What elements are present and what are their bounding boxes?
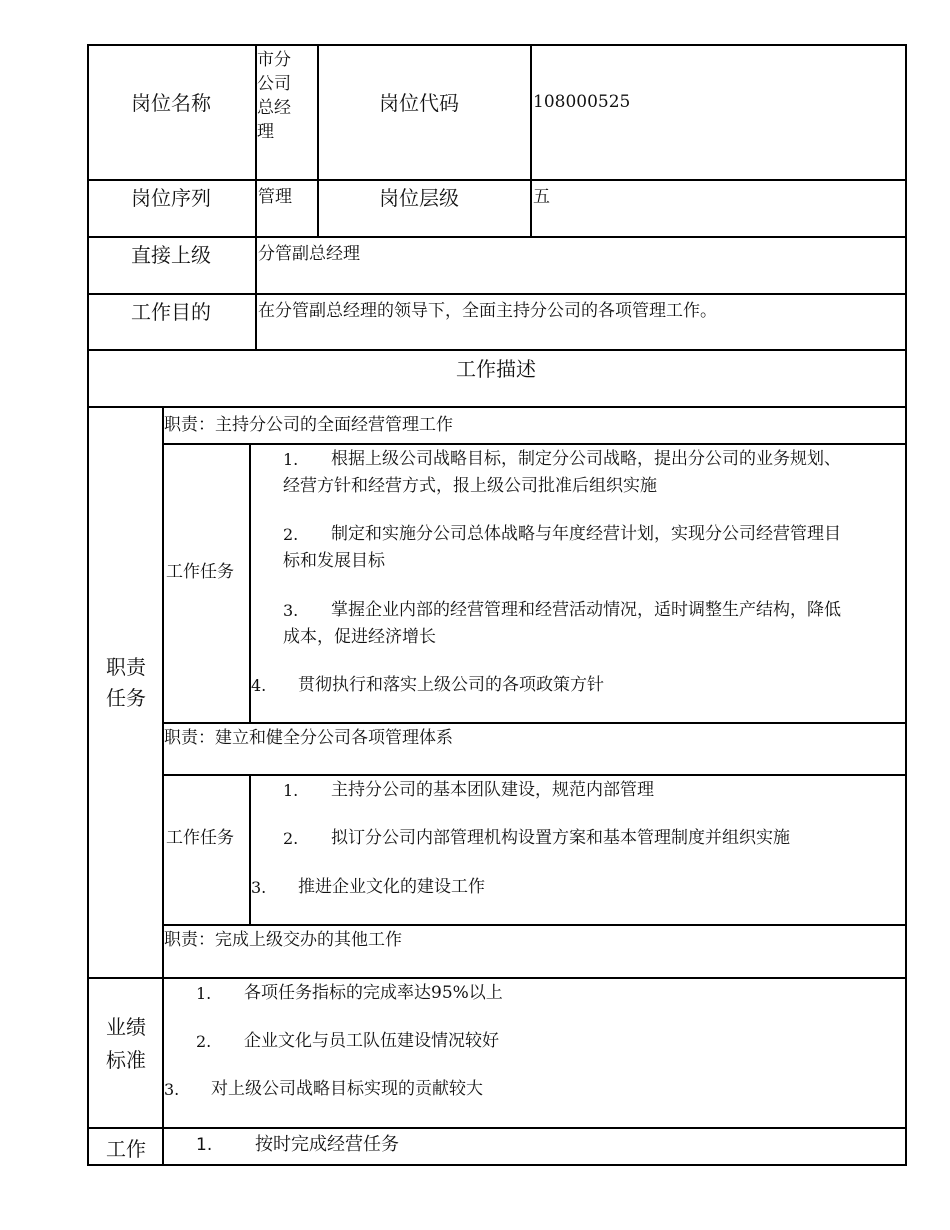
purpose-value: 在分管副总经理的领导下，全面主持分公司的各项管理工作。 [258,301,717,321]
task-number: 3. [251,878,267,897]
row-divider [87,977,907,979]
duties-section-label: 任务 [106,686,146,710]
position-name-line: 理 [257,122,274,142]
supervisor-label: 直接上级 [131,243,211,267]
performance-label: 业绩 [106,1015,146,1039]
task-label: 工作任务 [166,828,234,848]
row-divider [162,774,907,776]
column-divider [249,774,251,926]
work-text: 按时完成经营任务 [255,1134,399,1155]
row-divider [87,406,907,408]
table-border [905,44,907,1166]
task-label: 工作任务 [166,562,234,582]
row-divider [87,1127,907,1129]
task-text: 制定和实施分公司总体战略与年度经营计划，实现分公司经营管理目 [331,524,841,544]
row-divider [162,443,907,445]
supervisor-value: 分管副总经理 [258,244,360,264]
position-level-value: 五 [533,187,550,207]
row-divider [87,349,907,351]
task-text: 拟订分公司内部管理机构设置方案和基本管理制度并组织实施 [331,828,790,848]
table-border [87,1164,907,1166]
column-divider [162,406,164,1166]
task-text: 成本，促进经济增长 [283,627,436,647]
performance-number: 2. [196,1032,212,1051]
row-divider [162,924,907,926]
performance-text: 各项任务指标的完成率达95%以上 [244,983,503,1003]
column-divider [530,44,532,237]
task-number: 1. [283,781,299,800]
position-series-label: 岗位序列 [131,186,211,210]
duties-section-label: 职责 [106,655,146,679]
purpose-label: 工作目的 [131,300,211,324]
row-divider [87,179,907,181]
performance-text: 企业文化与员工队伍建设情况较好 [244,1031,499,1051]
position-name-line: 公司 [257,74,291,94]
task-number: 2. [283,829,299,848]
position-name-label: 岗位名称 [131,91,211,115]
duty-title: 职责：主持分公司的全面经营管理工作 [164,415,453,435]
task-text: 主持分公司的基本团队建设，规范内部管理 [331,780,654,800]
position-level-label: 岗位层级 [379,186,459,210]
position-code-value: 108000525 [533,92,631,112]
position-name-value [257,52,317,148]
description-title: 工作描述 [456,357,536,381]
row-divider [162,722,907,724]
task-text: 推进企业文化的建设工作 [298,877,485,897]
position-name-line: 总经 [257,98,291,118]
duty-title: 职责：完成上级交办的其他工作 [164,930,402,950]
performance-number: 1. [196,984,212,1003]
task-text: 标和发展目标 [283,551,385,571]
position-name-line: 市分 [257,50,291,70]
table-border [87,44,907,46]
row-divider [87,293,907,295]
task-number: 1. [283,450,299,469]
position-series-value: 管理 [258,187,292,207]
position-code-label: 岗位代码 [379,91,459,115]
task-text: 经营方针和经营方式，报上级公司批准后组织实施 [283,476,657,496]
column-divider [317,44,319,237]
performance-number: 3. [164,1080,180,1099]
task-text: 掌握企业内部的经营管理和经营活动情况，适时调整生产结构，降低 [331,600,841,620]
task-text: 贯彻执行和落实上级公司的各项政策方针 [298,675,604,695]
work-label: 工作 [106,1137,146,1161]
performance-text: 对上级公司战略目标实现的贡献较大 [211,1079,483,1099]
task-number: 3. [283,601,299,620]
work-number: 1. [196,1135,213,1155]
task-text: 根据上级公司战略目标，制定分公司战略，提出分公司的业务规划、 [331,449,841,469]
row-divider [87,236,907,238]
task-number: 2. [283,525,299,544]
table-border [87,44,89,1166]
duty-title: 职责：建立和健全分公司各项管理体系 [164,728,453,748]
task-number: 4. [251,676,267,695]
performance-label: 标准 [106,1048,146,1072]
